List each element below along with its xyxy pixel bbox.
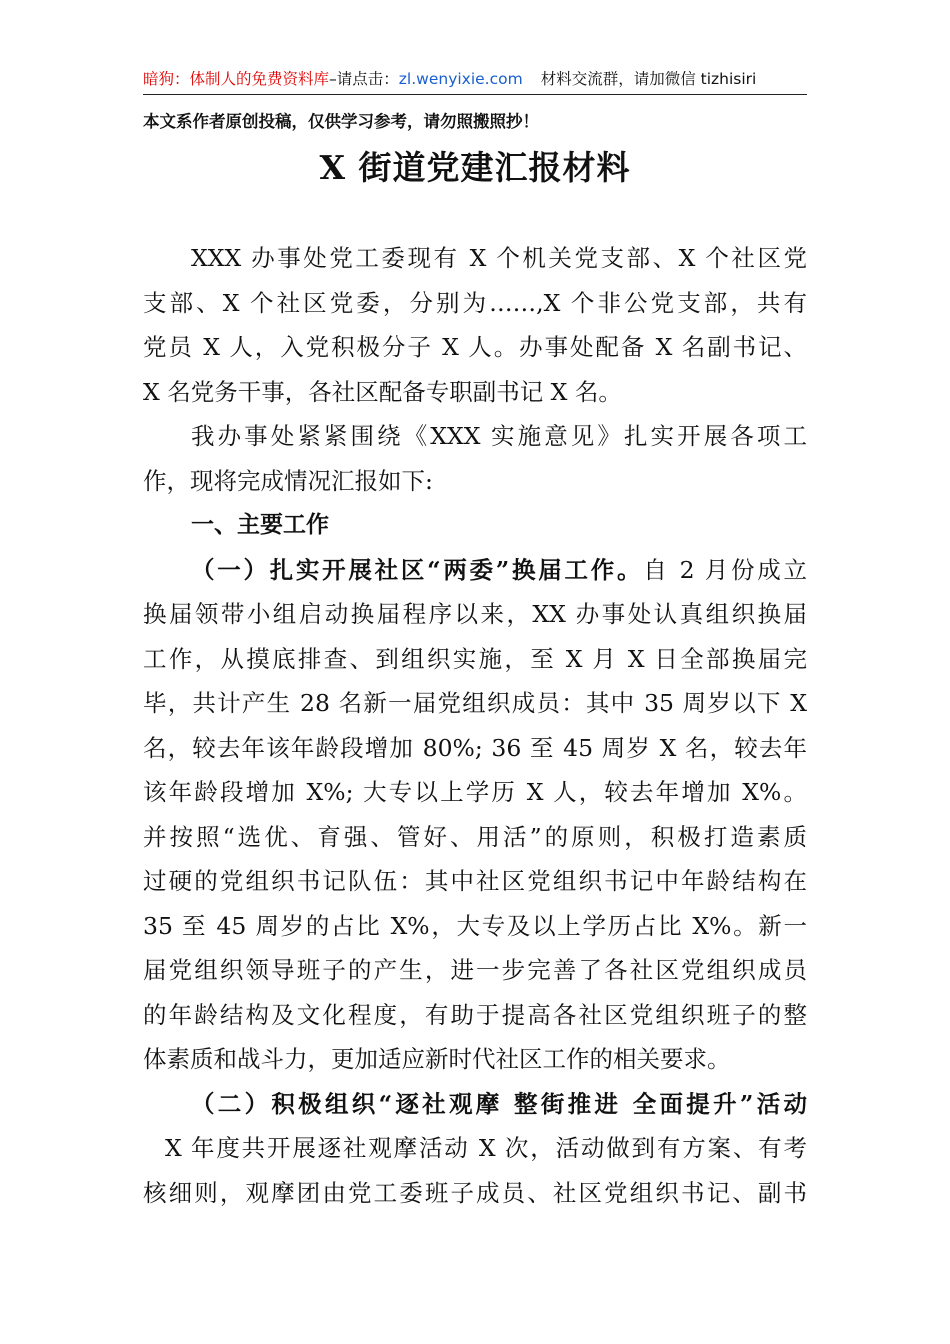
paragraph-4-line-1: X 年度共开展逐社观摩活动 X 次，活动做到有方案、有考 [165,1134,807,1162]
subsection-heading-2: （二）积极组织“逐社观摩 整街推进 全面提升”活动 [191,1089,807,1118]
paragraph-3-line-1 [143,548,807,593]
paragraph-3-line-3: 工作，从摸底排查、到组织实施，至 X 月 X 日全部换届完 [143,644,807,673]
paragraph-3-first-text: 自 2 月份成立 [643,555,807,584]
paragraph-1-line-2: 支部、X 个社区党委，分别为……,X 个非公党支部，共有 [143,288,807,317]
header-click-prompt: –请点击： [329,70,399,88]
paragraph-4-line-2: 核细则，观摩团由党工委班子成员、社区党组织书记、副书 [143,1178,807,1207]
paragraph-1-line-4: X 名党务干事，各社区配备专职副书记 X 名。 [143,377,622,406]
paragraph-3-line-8: 过硬的党组织书记队伍：其中社区党组织书记中年龄结构在 [143,867,807,895]
paragraph-3-line-7: 并按照“选优、育强、管好、用活”的原则，积极打造素质 [143,822,807,851]
header-group-note: 材料交流群，请加微信 tizhisiri [540,70,757,88]
paragraph-1-line-3: 党员 X 人，入党积极分子 X 人。办事处配备 X 名副书记、 [143,333,807,361]
paragraph-2-line-1: 我办事处紧紧围绕《XXX 实施意见》扎实开展各项工 [191,422,807,450]
document-body [143,236,807,1215]
header-site-name: 暗狗：体制人的免费资料库 [143,70,330,88]
copyright-notice: 本文系作者原创投稿，仅供学习参考，请勿照搬照抄！ [143,112,539,131]
paragraph-3-line-4: 毕，共计产生 28 名新一届党组织成员：其中 35 周岁以下 X [143,689,807,717]
paragraph-2-line-2: 作，现将完成情况汇报如下: [143,466,433,495]
paragraph-3-line-6: 该年龄段增加 X%; 大专以上学历 X 人，较去年增加 X%。 [143,778,807,806]
paragraph-3-line-10: 届党组织领导班子的产生，进一步完善了各社区党组织成员 [143,956,807,984]
paragraph-3-line-2: 换届领带小组启动换届程序以来，XX 办事处认真组织换届 [143,600,807,628]
subsection-heading-1: （一）扎实开展社区“两委”换届工作。 [191,555,644,584]
header-url-link[interactable]: zl.wenyixie.com [398,70,523,88]
document-title: X 街道党建汇报材料 [319,148,631,187]
section-heading-main-work: 一、主要工作 [191,512,329,538]
paragraph-3-line-9: 35 至 45 周岁的占比 X%，大专及以上学历占比 X%。新一 [143,911,807,940]
paragraph-3-line-5: 名，较去年该年龄段增加 80%; 36 至 45 周岁 X 名，较去年 [143,733,807,762]
page-header [143,66,807,95]
paragraph-3-line-11: 的年龄结构及文化程度，有助于提高各社区党组织班子的整 [143,1000,807,1029]
paragraph-1-line-1: XXX 办事处党工委现有 X 个机关党支部、X 个社区党 [191,244,807,272]
paragraph-3-line-12: 体素质和战斗力，更加适应新时代社区工作的相关要求。 [143,1045,731,1073]
